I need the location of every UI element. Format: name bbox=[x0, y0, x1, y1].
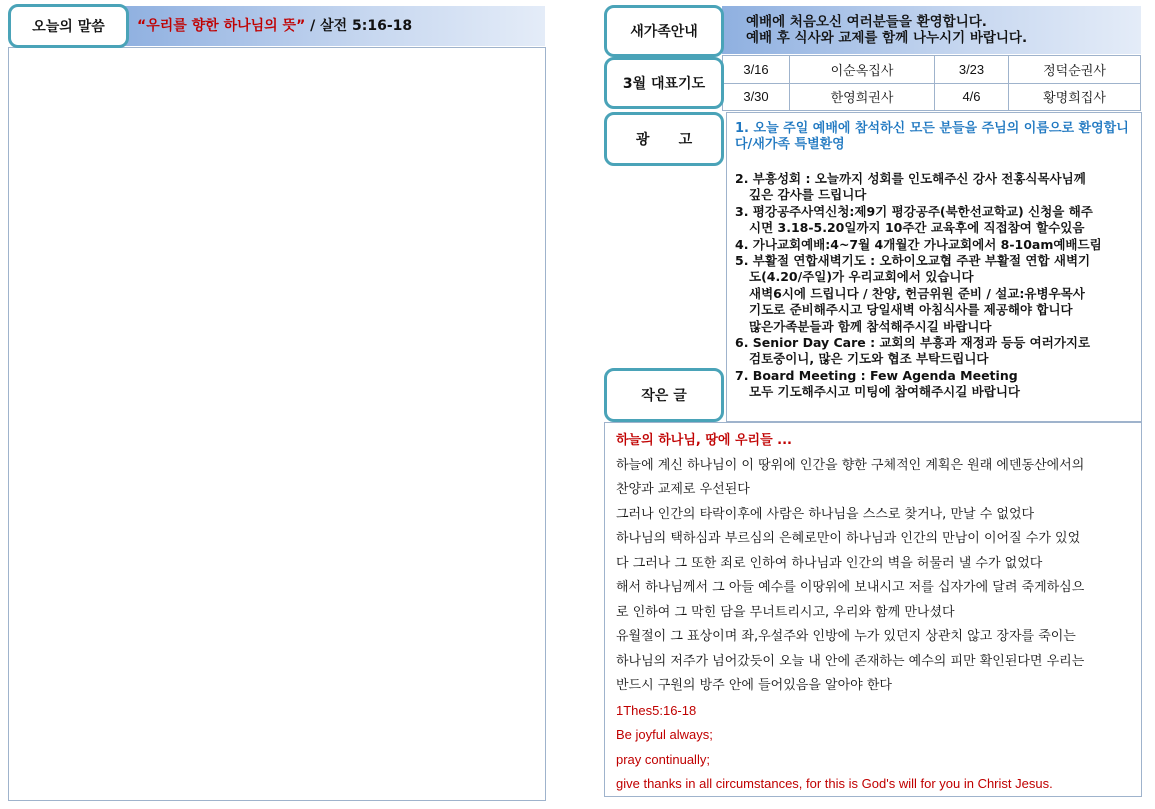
sermon-tab: 오늘의 말씀 bbox=[8, 4, 129, 48]
announcement-line: 검토중이니, 많은 기도와 협조 부탁드립니다 bbox=[749, 351, 989, 367]
verse-line: pray continually; bbox=[616, 751, 710, 767]
essay-line: 하늘에 계신 하나님이 이 땅위에 인간을 향한 구체적인 계획은 원래 에덴동산에서의 bbox=[616, 457, 1085, 473]
new-family-line: 예배 후 식사와 교제를 함께 나누시기 바랍니다. bbox=[746, 30, 1028, 46]
essay-line: 그러나 인간의 타락이후에 사람은 하나님을 스스로 찾거나, 만날 수 없었다 bbox=[616, 506, 1035, 522]
announcement-line: 7. Board Meeting : Few Agenda Meeting bbox=[735, 367, 1018, 383]
announcement-list bbox=[735, 171, 1139, 400]
essay-line: 하나님의 택하심과 부르심의 은혜로만이 하나님과 인간의 만남이 이어질 수가 있었 bbox=[616, 531, 1081, 546]
announcement-welcome: 1. 오늘 주일 예배에 참석하신 모든 분들을 주님의 이름으로 환영합니다/새가족 특별환영 bbox=[735, 121, 1129, 152]
essay-text bbox=[616, 429, 1136, 797]
essay-line: 반드시 구원의 방주 안에 들어있음을 알아야 한다 bbox=[616, 678, 892, 693]
announcement-line: 4. 가나교회예배:4~7월 4개월간 가나교회에서 8-10am예배드림 bbox=[735, 236, 1102, 252]
new-family-line: 예배에 처음오신 여러분들을 환영합니다. bbox=[746, 14, 987, 30]
prayer-date: 3/23 bbox=[935, 56, 1009, 84]
sermon-scripture-reference: / 살전 5:16-18 bbox=[305, 18, 413, 34]
sermon-title bbox=[137, 6, 412, 46]
verse-reference: 1Thes5:16-18 bbox=[616, 702, 697, 718]
prayer-leader: 정덕순권사 bbox=[1009, 56, 1141, 84]
sermon-notes-panel bbox=[8, 47, 546, 801]
announcement-line: 도(4.20/주일)가 우리교회에서 있습니다 bbox=[749, 269, 974, 285]
new-family-tab: 새가족안내 bbox=[604, 5, 724, 57]
announcement-line: 많은가족분들과 함께 참석해주시길 바랍니다 bbox=[749, 318, 992, 334]
announcement-line: 6. Senior Day Care : 교회의 부흥과 재정과 등등 여러가지로 bbox=[735, 334, 1091, 350]
announcement-line: 새벽6시에 드립니다 / 찬양, 헌금위원 준비 / 설교:유병우목사 bbox=[749, 285, 1085, 301]
essay-line: 찬양과 교제로 우선된다 bbox=[616, 482, 750, 497]
prayer-date: 4/6 bbox=[935, 83, 1009, 111]
prayer-leader: 황명희집사 bbox=[1009, 83, 1141, 111]
table-row bbox=[723, 83, 1141, 111]
essay-line: 유월절이 그 표상이며 좌,우설주와 인방에 누가 있던지 상관치 않고 장자를 죽이는 bbox=[616, 629, 1076, 644]
verse-line: Be joyful always; bbox=[616, 727, 713, 742]
verse-line: give thanks in all circumstances, for this is God's will for you in Christ Jesus. bbox=[616, 776, 1053, 791]
essay-line: 다 그러나 그 또한 죄로 인하여 하나님과 인간의 벽을 허물러 낼 수가 없었다 bbox=[616, 555, 1043, 571]
prayer-leader: 이순옥집사 bbox=[790, 56, 935, 84]
announcement-line: 3. 평강공주사역신청:제9기 평강공주(북한선교학교) 신청을 해주 bbox=[735, 203, 1093, 219]
announcement-line: 5. 부활절 연합새벽기도 : 오하이오교협 주관 부활절 연합 새벽기 bbox=[735, 252, 1091, 268]
prayer-date: 3/30 bbox=[723, 83, 790, 111]
announcement-line: 모두 기도해주시고 미팅에 참여해주시길 바랍니다 bbox=[749, 384, 1020, 400]
announcement-line: 깊은 감사를 드립니다 bbox=[749, 187, 867, 203]
announcement-line: 기도로 준비해주시고 당일새벽 아침식사를 제공해야 합니다 bbox=[749, 302, 1073, 318]
table-row bbox=[723, 56, 1141, 84]
prayer-schedule-table bbox=[722, 55, 1141, 111]
sermon-title-banner bbox=[121, 6, 545, 46]
essay-line: 해서 하나님께서 그 아들 예수를 이땅위에 보내시고 저를 십자가에 달려 죽게하심으 bbox=[616, 580, 1085, 595]
sermon-title-quote: “우리를 향한 하나님의 뜻” bbox=[137, 18, 306, 34]
new-family-message bbox=[746, 14, 1027, 46]
essay-panel bbox=[604, 422, 1142, 797]
prayer-date: 3/16 bbox=[723, 56, 790, 84]
essay-line: 하나님의 저주가 넘어갔듯이 오늘 내 안에 존재하는 예수의 피만 확인된다면 우리는 bbox=[616, 653, 1085, 669]
announcements-panel bbox=[726, 112, 1142, 422]
announcements-tab: 광 고 bbox=[604, 112, 724, 166]
announcement-line: 2. 부흥성회 : 오늘까지 성회를 인도해주신 강사 전홍식목사님께 bbox=[735, 171, 1086, 186]
announcement-line: 시면 3.18-5.20일까지 10주간 교육후에 직접참여 할수있음 bbox=[749, 220, 1085, 236]
essay-tab: 작은 글 bbox=[604, 368, 724, 422]
essay-line: 로 인하여 그 막힌 담을 무너트리시고, 우리와 함께 만나셨다 bbox=[616, 604, 955, 620]
prayer-leader: 한영희권사 bbox=[790, 83, 935, 111]
essay-title: 하늘의 하나님, 땅에 우리들 ... bbox=[616, 433, 792, 448]
prayer-tab: 3월 대표기도 bbox=[604, 57, 724, 109]
new-family-banner bbox=[722, 6, 1141, 54]
